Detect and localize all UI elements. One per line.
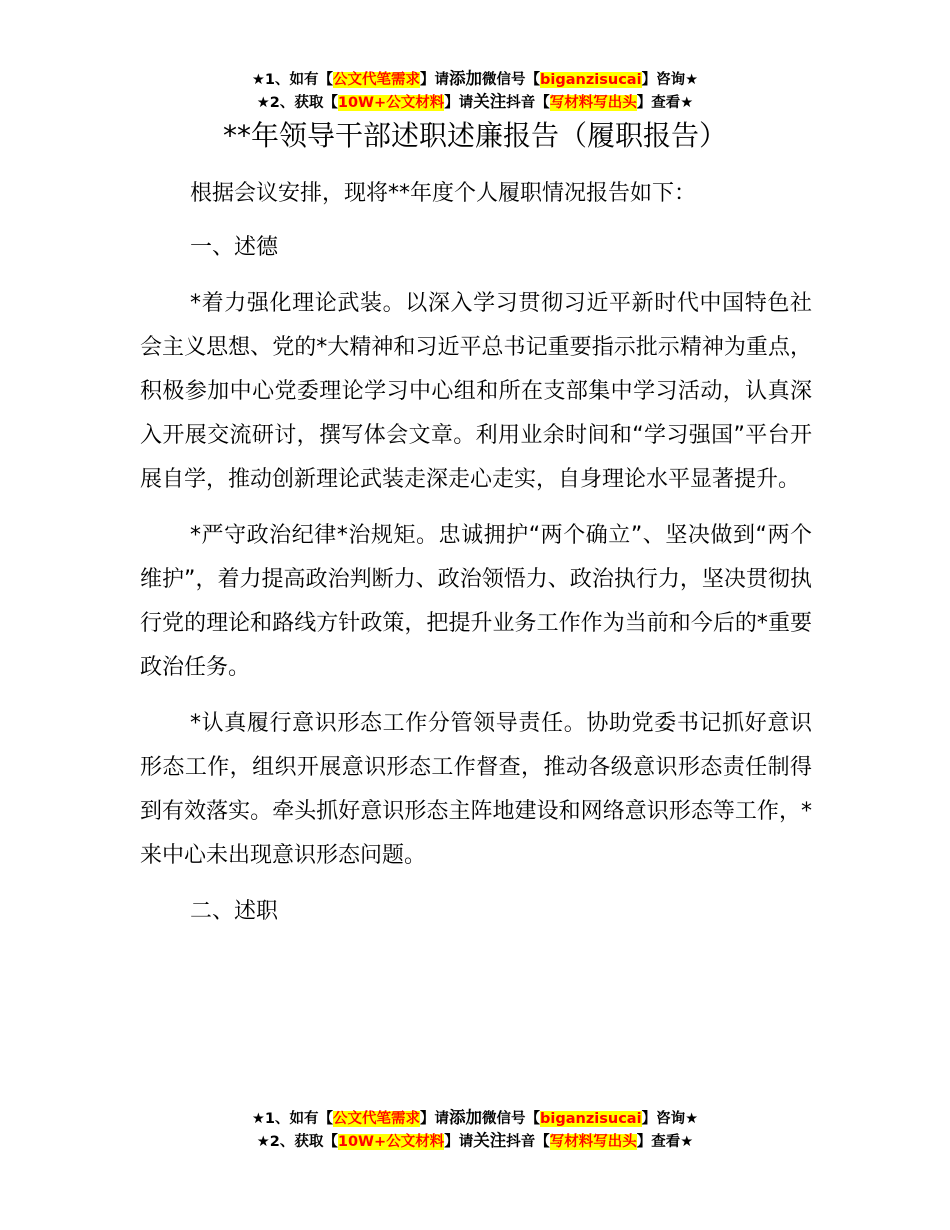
banner-highlight-wechat: biganzisucai	[540, 1111, 642, 1127]
paragraph-discipline: *严守政治纪律*治规矩。忠诚拥护“两个确立”、坚决做到“两个维护”，着力提高政治判断力、政治领悟力、政治执行力，坚决贯彻执行党的理论和路线方针政策，把提升业务工作作为当前和今后的*重要政治任务。	[140, 523, 812, 680]
banner-line-1	[0, 1107, 950, 1130]
banner-emphasis: 关注	[473, 92, 507, 111]
banner-text: 】请	[420, 1111, 450, 1127]
banner-line-2	[0, 1130, 950, 1153]
banner-highlight-service: 公文代笔需求	[333, 72, 421, 88]
banner-text: 】请	[420, 72, 450, 88]
banner-text: ★2、获取【	[256, 95, 338, 111]
document-body	[140, 172, 812, 946]
banner-text: 】咨询★	[641, 72, 699, 88]
paragraph-theory: *着力强化理论武装。以深入学习贯彻习近平新时代中国特色社会主义思想、党的*大精神和习近平总书记重要指示批示精神为重点，积极参加中心党委理论学习中心组和所在支部集中学习活动，认真深入开展交流研讨，撰写体会文章。利用业余时间和“学习强国”平台开展自学，推动创新理论武装走深走心走实，自身理论水平显著提升。	[140, 291, 812, 492]
paragraph-ideology: *认真履行意识形态工作分管领导责任。协助党委书记抓好意识形态工作，组织开展意识形态工作督查，推动各级意识形态责任制得到有效落实。牵头抓好意识形态主阵地建设和网络意识形态等工作，*来中心未出现意识形态问题。	[140, 711, 812, 868]
banner-text: ★1、如有【	[251, 1111, 334, 1127]
banner-text: 】请	[444, 1134, 474, 1150]
banner-emphasis: 添加	[449, 1108, 483, 1127]
document-title: **年领导干部述职述廉报告（履职报告）	[222, 119, 727, 152]
header-banner	[0, 68, 950, 114]
banner-line-2	[0, 91, 950, 114]
banner-highlight-materials: 10W+公文材料	[337, 95, 445, 111]
banner-text: 】查看★	[636, 95, 694, 111]
banner-text: 微信号【	[482, 72, 541, 88]
section-heading-conduct: 一、述德	[190, 235, 279, 260]
banner-text: 抖音【	[506, 1134, 550, 1150]
section-heading-duties: 二、述职	[190, 899, 279, 924]
banner-line-1	[0, 68, 950, 91]
banner-text: 】请	[444, 95, 474, 111]
banner-highlight-douyin: 写材料写出头	[549, 95, 637, 111]
banner-text: 抖音【	[506, 95, 550, 111]
banner-text: 】查看★	[636, 1134, 694, 1150]
banner-highlight-service: 公文代笔需求	[333, 1111, 421, 1127]
banner-text: 微信号【	[482, 1111, 541, 1127]
banner-highlight-materials: 10W+公文材料	[337, 1134, 445, 1150]
footer-banner	[0, 1107, 950, 1153]
banner-emphasis: 添加	[449, 69, 483, 88]
intro-paragraph: 根据会议安排，现将**年度个人履职情况报告如下：	[190, 181, 697, 206]
banner-highlight-wechat: biganzisucai	[540, 72, 642, 88]
banner-emphasis: 关注	[473, 1131, 507, 1150]
banner-text: ★2、获取【	[256, 1134, 338, 1150]
banner-text: 】咨询★	[641, 1111, 699, 1127]
banner-text: ★1、如有【	[251, 72, 334, 88]
banner-highlight-douyin: 写材料写出头	[549, 1134, 637, 1150]
